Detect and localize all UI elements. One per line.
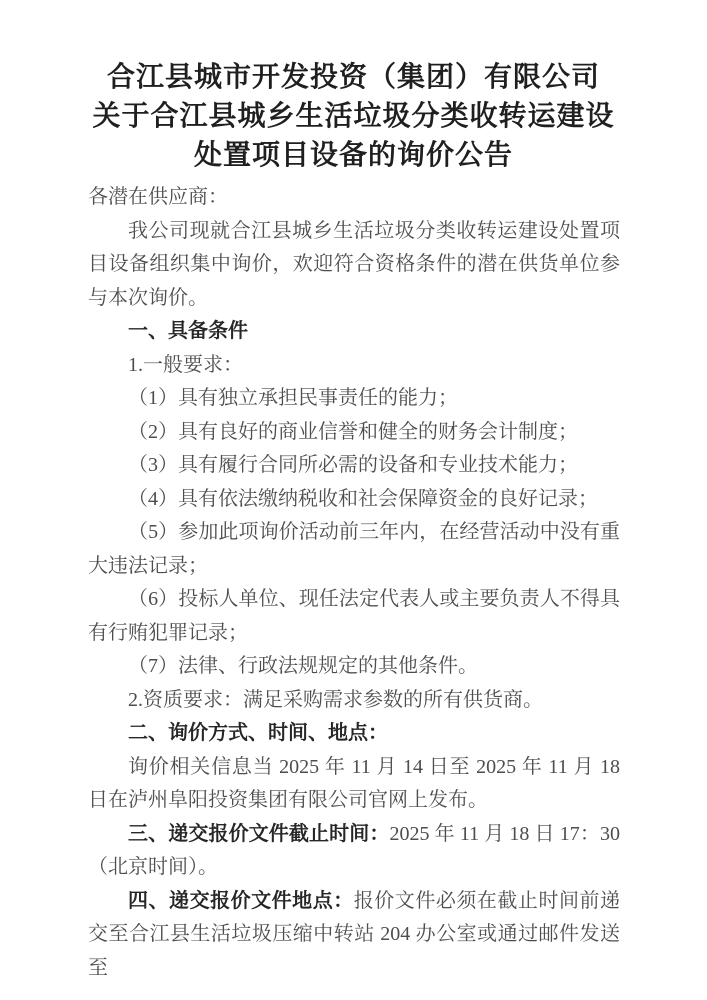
intro-paragraph: 我公司现就合江县城乡生活垃圾分类收转运建设处置项目设备组织集中询价，欢迎符合资格条件的潜在供货单位参与本次询价。	[88, 219, 620, 309]
section-heading-3	[88, 818, 620, 885]
salutation: 各潜在供应商：	[88, 186, 228, 208]
title-line-2: 关于合江县城乡生活垃圾分类收转运建设	[92, 101, 615, 132]
section-heading-4-text: 报价文件必须在截止时间前递交至合江县生活垃圾压缩中转站 204 办公室或通过邮件发送至	[88, 889, 621, 979]
condition-item-1: （1）具有独立承担民事责任的能力；	[128, 387, 458, 409]
condition-item-5: （5）参加此项询价活动前三年内，在经营活动中没有重大违法记录；	[88, 521, 620, 577]
condition-item-6: （6）投标人单位、现任法定代表人或主要负责人不得具有行贿犯罪记录；	[88, 588, 620, 644]
section-heading-3-text: 2025 年 11 月 18 日 17：30（北京时间）。	[88, 822, 620, 878]
condition-item-3: （3）具有履行合同所必需的设备和专业技术能力；	[128, 454, 578, 476]
title-line-3: 处置项目设备的询价公告	[193, 140, 513, 171]
condition-item-2: （2）具有良好的商业信誉和健全的财务会计制度；	[128, 420, 578, 443]
section-heading-2: 二、询价方式、时间、地点：	[128, 722, 388, 744]
section-heading-3-label: 三、递交报价文件截止时间：	[128, 822, 390, 845]
condition-item-7: （7）法律、行政法规规定的其他条件。	[128, 655, 478, 677]
document-body	[88, 181, 620, 985]
section-heading-4-label: 四、递交报价文件地点：	[128, 889, 354, 912]
inquiry-info-paragraph: 询价相关信息当 2025 年 11 月 14 日至 2025 年 11 月 18 日在泸州阜阳投资集团有限公司官网上发布。	[88, 755, 620, 811]
condition-item-4: （4）具有依法缴纳税收和社会保障资金的良好记录；	[128, 487, 598, 510]
qualification-requirement: 2.资质要求：满足采购需求参数的所有供货商。	[128, 688, 543, 711]
section-heading-1: 一、具备条件	[128, 320, 248, 342]
document-title	[40, 58, 667, 175]
title-line-1: 合江县城市开发投资（集团）有限公司	[106, 62, 600, 93]
paragraph: 1.一般要求：	[128, 353, 243, 376]
section-heading-4	[88, 885, 620, 986]
